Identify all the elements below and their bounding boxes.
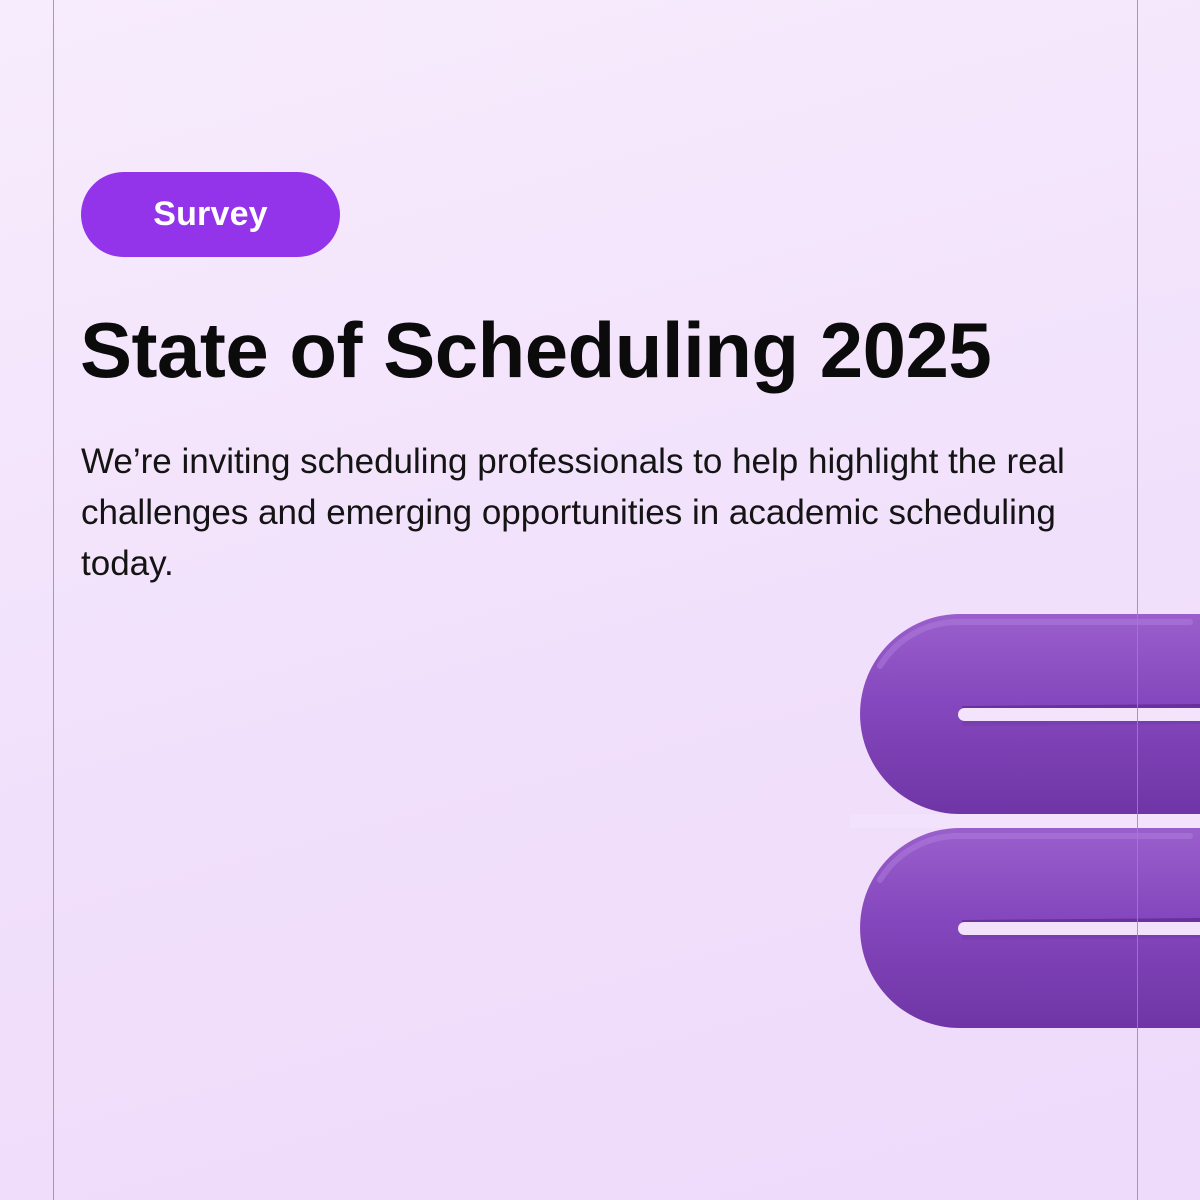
- guide-line-left: [53, 0, 54, 1200]
- guide-line-right: [1137, 0, 1138, 1200]
- survey-tag: [81, 172, 340, 257]
- page-description: We’re inviting scheduling professionals to help highlight the real challenges and emerging opportunities in academic scheduling today.: [81, 442, 1065, 583]
- survey-tag-label: Survey: [153, 195, 268, 233]
- page-title: State of Scheduling 2025: [80, 306, 992, 394]
- upper-slit: [958, 708, 1200, 721]
- purple-zigzag-shape: [850, 606, 1200, 1036]
- lower-slit: [958, 922, 1200, 935]
- middle-slit: [850, 814, 1200, 828]
